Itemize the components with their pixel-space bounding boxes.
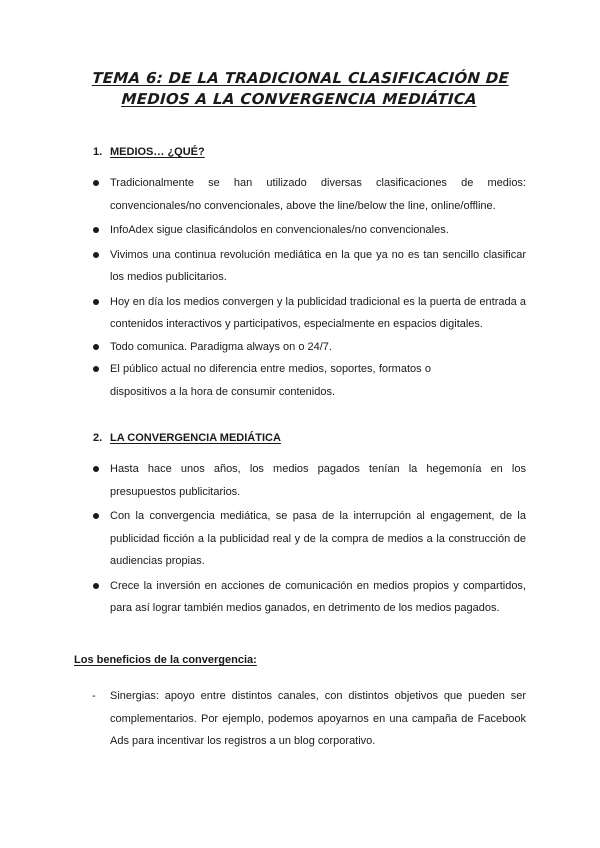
section-label: MEDIOS… ¿QUÉ? xyxy=(110,146,205,158)
list-item xyxy=(93,458,526,503)
section-label: LA CONVERGENCIA MEDIÁTICA xyxy=(110,432,281,444)
section-1-list xyxy=(93,172,526,403)
bullet-icon xyxy=(93,583,99,589)
list-item xyxy=(93,244,526,289)
bullet-icon xyxy=(93,344,99,350)
benefits-heading: Los beneficios de la convergencia: xyxy=(74,654,257,666)
section-number: 1. xyxy=(93,146,103,158)
list-item xyxy=(93,358,526,403)
bullet-icon xyxy=(93,227,99,233)
list-item xyxy=(93,172,526,217)
list-item xyxy=(93,505,526,573)
section-2-list xyxy=(93,458,526,620)
bullet-icon xyxy=(93,513,99,519)
list-item xyxy=(93,336,526,359)
list-item-text: Con la convergencia mediática, se pasa de la interrupción al engagement, de la publicidad ficción a la publicidad real y de la compra de medios a la construcción de audiencias propias. xyxy=(110,510,526,567)
benefits-list xyxy=(93,685,526,753)
list-item-text: Hoy en día los medios convergen y la publicidad tradicional es la puerta de entrada a contenidos interactivos y participativos, especialmente en espacios digitales. xyxy=(110,295,526,330)
bullet-icon xyxy=(93,180,99,186)
list-item-text: Hasta hace unos años, los medios pagados tenían la hegemonía en los presupuestos publicitarios. xyxy=(110,463,526,498)
list-item-text: Vivimos una continua revolución mediática en la que ya no es tan sencillo clasificar los medios publicitarios. xyxy=(110,248,526,283)
section-heading-medios xyxy=(93,146,205,158)
dash-icon: - xyxy=(92,690,96,702)
list-item-text: El público actual no diferencia entre medios, soportes, formatos o dispositivos a la hora de consumir contenidos. xyxy=(110,363,431,398)
section-number: 2. xyxy=(93,432,103,444)
list-item xyxy=(93,219,526,242)
page-title: TEMA 6: DE LA TRADICIONAL CLASIFICACIÓN DE MEDIOS A LA CONVERGENCIA MEDIÁTICA xyxy=(91,69,510,108)
section-heading-convergencia xyxy=(93,432,281,444)
list-item-text: Sinergias: apoyo entre distintos canales, con distintos objetivos que pueden ser complementarios. Por ejemplo, podemos apoyarnos en una campaña de Facebook Ads para incentivar los registros a un blog corporativo. xyxy=(110,690,526,747)
list-item xyxy=(93,291,526,336)
list-item-text: InfoAdex sigue clasificándolos en convencionales/no convencionales. xyxy=(110,224,449,236)
bullet-icon xyxy=(93,366,99,372)
bullet-icon xyxy=(93,466,99,472)
list-item-text: Tradicionalmente se han utilizado diversas clasificaciones de medios: convencionales/no convencionales, above the line/below the line, online/offline. xyxy=(110,177,526,212)
list-item-text: Crece la inversión en acciones de comunicación en medios propios y compartidos, para así lograr también medios ganados, en detrimento de los medios pagados. xyxy=(110,579,526,614)
list-item xyxy=(93,575,526,620)
bullet-icon xyxy=(93,299,99,305)
list-item-text: Todo comunica. Paradigma always on o 24/7. xyxy=(110,340,332,353)
bullet-icon xyxy=(93,252,99,258)
list-item xyxy=(93,685,526,753)
